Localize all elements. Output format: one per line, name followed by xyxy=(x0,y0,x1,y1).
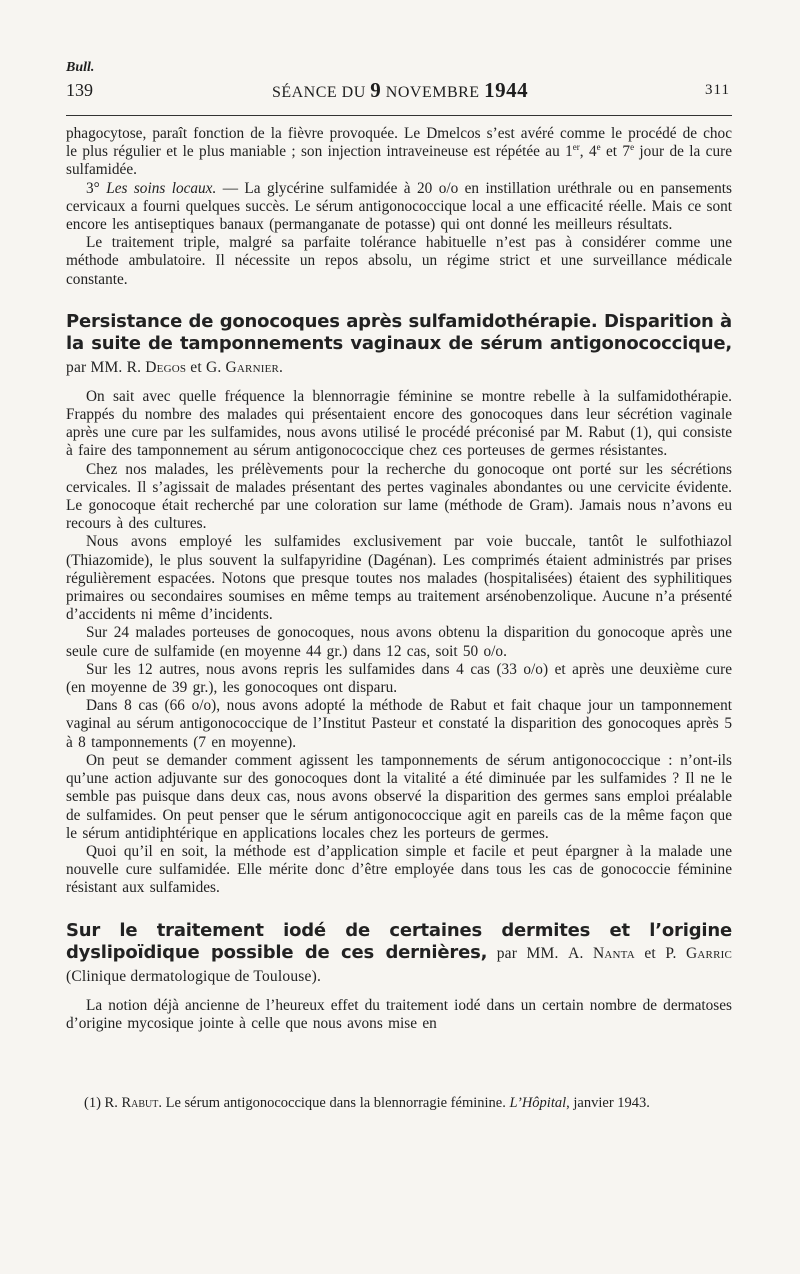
running-header xyxy=(0,78,800,103)
article-1-heading: Persistance de gonocoques après sulfamidothérapie. Disparition à la suite de tamponnements vaginaux de sérum antigonococcique, par MM. R. Degos et G. Garnier. xyxy=(66,310,732,376)
article-2-heading: Sur le traitement iodé de certaines dermites et l’origine dyslipoïdique possible de ces dernières, par MM. A. Nanta et P. Garric (Clinique dermatologique de Toulouse). xyxy=(66,919,733,985)
article-2-author-2: P. Garric xyxy=(665,944,733,962)
article-1-author-1: R. Degos xyxy=(126,358,187,376)
header-rule xyxy=(66,115,732,116)
article-1-paragraph: Sur les 12 autres, nous avons repris les sulfamides dans 4 cas (33 o/o) et après une deuxième cure (en moyenne de 39 gr.), les gonocoques ont disparu. xyxy=(66,660,732,697)
article-1-paragraph: On peut se demander comment agissent les tamponnements de sérum antigonococcique : n’ont-ils qu’une action adjuvante sur des gonocoques dont la vitalité a été diminuée par les sulfamides ? Il ne le semble pas puisque dans deux cas, nous avons observé la disparition des germes sans emploi préalable de sulfamides. On peut penser que le sérum antigonococcique agit en pareils cas de la même façon que le sérum antidiphtérique en applications locales chez les porteurs de germes. xyxy=(66,751,732,842)
article-1-paragraph: Chez nos malades, les prélèvements pour la recherche du gonocoque ont porté sur les sécrétions cervicales. Il s’agissait de malades présentant des pertes vaginales abondantes ou une cervicite évidente. Le gonocoque était recherché par une coloration sur lame (méthode de Gram). Jamais nous n’avons eu recours à des cultures. xyxy=(66,460,732,533)
page-body xyxy=(66,125,732,1033)
article-2-title: Sur le traitement iodé de certaines dermites et l’origine dyslipoïdique possible de ces dernières, xyxy=(66,919,732,963)
section-label-soins-locaux: Les soins locaux. xyxy=(106,179,217,197)
volume-number: 139 xyxy=(66,80,93,100)
article-1-paragraph: Quoi qu’il en soit, la méthode est d’application simple et facile et peut épargner à la malade une nouvelle cure sulfamidée. Elle mérite donc d’être employée dans tous les cas de gonococcie féminine résistant aux sulfamides. xyxy=(66,842,732,897)
footnote: (1) R. Rabut. Le sérum antigonococcique dans la blennorragie féminine. L’Hôpital, janvier 1943. xyxy=(84,1095,650,1111)
article-1-paragraph: On sait avec quelle fréquence la blennorragie féminine se montre rebelle à la sulfamidothérapie. Frappés du nombre des malades qui présentaient encore des gonocoques dans leur sécrétion vaginale après une cure par les sulfamides, nous avons utilisé le procédé préconisé par M. Rabut (1), qui consiste à faire des tamponnement au sérum antigonococcique chez ces porteuses de germes résistantes. xyxy=(66,387,732,460)
footnote-journal: L’Hôpital xyxy=(509,1095,567,1111)
continued-paragraph-2: 3° Les soins locaux. — La glycérine sulfamidée à 20 o/o en instillation uréthrale ou en pansements cervicaux a fourni quelques succès. Le sérum antigonococcique local a une efficacité réelle. Mais ce sont encore les antiseptiques banaux (permanganate de potasse) qui ont donné les meilleurs résultats. xyxy=(66,179,733,234)
header-seance: SÉANCE DU xyxy=(271,84,366,101)
journal-abbrev: Bull. xyxy=(66,60,95,75)
header-month: NOVEMBRE xyxy=(385,84,480,101)
footnote-author: R. Rabut xyxy=(104,1095,159,1111)
continued-paragraph-1: phagocytose, paraît fonction de la fièvre provoquée. Le Dmelcos s’est avéré comme le procédé de choc le plus régulier et le plus maniable ; son injection intraveineuse est répétée au 1er, 4e et 7e jour de la cure sulfamidée. xyxy=(66,125,732,179)
page-number: 311 xyxy=(705,82,730,98)
article-1-author-2: G. Garnier xyxy=(205,358,280,376)
header-day: 9 xyxy=(370,78,382,102)
header-year: 1944 xyxy=(484,78,529,102)
article-2-affiliation: (Clinique dermatologique de Toulouse). xyxy=(66,967,322,985)
article-1-paragraph: Nous avons employé les sulfamides exclusivement par voie buccale, tantôt le sulfothiazol (Thiazomide), le plus souvent la sulfapyridine (Dagénan). Les comprimés étaient administrés par prises régulièrement espacées. Notons que presque toutes nos malades (hospitalisées) étaient des syphilitiques primaires ou secondaires soumises en même temps au traitement arsénobenzolique. Aucune n’a présenté d’accidents ni même d’incidents. xyxy=(66,533,732,624)
continued-paragraph-3: Le traitement triple, malgré sa parfaite tolérance habituelle n’est pas à considérer comme une méthode ambulatoire. Il nécessite un repos absolu, un régime strict et une surveillance médicale constante. xyxy=(66,234,732,288)
article-1-paragraph: Sur 24 malades porteuses de gonocoques, nous avons obtenu la disparition du gonocoque après une seule cure de sulfamide (en moyenne 44 gr.) dans 12 cas, soit 50 o/o. xyxy=(66,624,732,660)
article-2-paragraph: La notion déjà ancienne de l’heureux effet du traitement iodé dans un certain nombre de dermatoses d’origine mycosique jointe à celle que nous avons mise en xyxy=(66,996,732,1032)
article-2-author-1: A. Nanta xyxy=(568,944,635,962)
article-1-title: Persistance de gonocoques après sulfamidothérapie. Disparition à la suite de tamponnements vaginaux de sérum antigonococcique, xyxy=(66,310,732,354)
article-1-paragraph: Dans 8 cas (66 o/o), nous avons adopté la méthode de Rabut et fait chaque jour un tamponnement vaginal au sérum antigonococcique de l’Institut Pasteur et constaté la disparition des gonocoques après 5 à 8 tamponnements (7 en moyenne). xyxy=(66,697,732,751)
